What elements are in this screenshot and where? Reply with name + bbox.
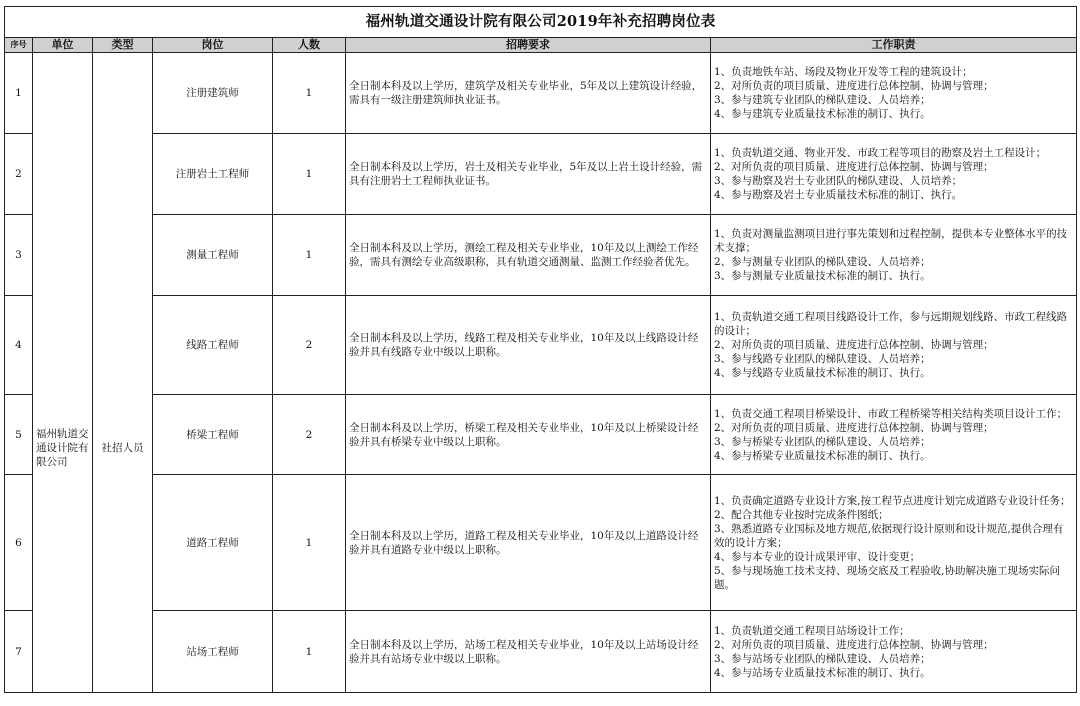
table-row <box>5 134 1077 215</box>
row-seq: 1 <box>5 53 33 134</box>
duty-item: 3、参与桥梁专业团队的梯队建设、人员培养； <box>714 435 931 448</box>
duty-item: 1、负责交通工程项目桥梁设计、市政工程桥梁等相关结构类项目设计工作； <box>714 407 1068 420</box>
row-duties <box>711 475 1077 611</box>
row-seq: 6 <box>5 475 33 611</box>
header-requirements: 招聘要求 <box>346 38 711 53</box>
header-duties: 工作职责 <box>711 38 1077 53</box>
row-position: 测量工程师 <box>153 215 273 296</box>
row-count: 1 <box>273 611 346 693</box>
duty-item: 4、参与勘察及岩土专业质量技术标准的制订、执行。 <box>714 189 963 201</box>
header-unit: 单位 <box>33 38 93 53</box>
table-row <box>5 296 1077 395</box>
unit-cell <box>33 53 93 693</box>
row-count: 1 <box>273 53 346 134</box>
row-requirements: 全日制本科及以上学历，道路工程及相关专业毕业，10年及以上道路设计经验并具有道路专业中级以上职称。 <box>346 475 711 611</box>
unit-name: 福州轨道交通设计院有限公司 <box>36 427 89 468</box>
row-position: 线路工程师 <box>153 296 273 395</box>
header-type: 类型 <box>93 38 153 53</box>
row-position: 站场工程师 <box>153 611 273 693</box>
row-duties <box>711 215 1077 296</box>
duty-item: 3、参与建筑专业团队的梯队建设、人员培养； <box>714 94 931 106</box>
duty-item: 3、参与线路专业团队的梯队建设、人员培养； <box>714 353 931 365</box>
row-position: 注册岩土工程师 <box>153 134 273 215</box>
duty-item: 3、参与测量专业质量技术标准的制订、执行。 <box>714 270 931 282</box>
row-duties <box>711 296 1077 395</box>
duty-item: 2、对所负责的项目质量、进度进行总体控制、协调与管理； <box>714 161 994 173</box>
row-duties <box>711 395 1077 475</box>
row-duties <box>711 53 1077 134</box>
row-duties <box>711 134 1077 215</box>
row-count: 1 <box>273 134 346 215</box>
duty-item: 2、对所负责的项目质量、进度进行总体控制、协调与管理； <box>714 638 994 651</box>
duty-item: 1、负责轨道交通工程项目线路设计工作，参与远期规划线路、市政工程线路的设计； <box>714 311 1068 337</box>
table-row <box>5 215 1077 296</box>
row-requirements: 全日制本科及以上学历，测绘工程及相关专业毕业，10年及以上测绘工作经验，需具有测绘专业高级职称，具有轨道交通测量、监测工作经验者优先。 <box>346 215 711 296</box>
duty-item: 1、负责确定道路专业设计方案,按工程节点进度计划完成道路专业设计任务； <box>714 494 1071 507</box>
duty-item: 2、对所负责的项目质量、进度进行总体控制、协调与管理； <box>714 80 994 92</box>
duty-item: 4、参与站场专业质量技术标准的制订、执行。 <box>714 666 931 679</box>
row-position: 桥梁工程师 <box>153 395 273 475</box>
row-count: 1 <box>273 475 346 611</box>
row-count: 2 <box>273 296 346 395</box>
duty-item: 2、参与测量专业团队的梯队建设、人员培养； <box>714 256 931 268</box>
row-seq: 3 <box>5 215 33 296</box>
row-seq: 5 <box>5 395 33 475</box>
row-position: 注册建筑师 <box>153 53 273 134</box>
duty-item: 2、对所负责的项目质量、进度进行总体控制、协调与管理； <box>714 339 994 351</box>
row-position: 道路工程师 <box>153 475 273 611</box>
duty-item: 4、参与建筑专业质量技术标准的制订、执行。 <box>714 108 931 120</box>
duty-item: 1、负责对测量监测项目进行事先策划和过程控制，提供本专业整体水平的技术支撑； <box>714 228 1068 254</box>
duty-item: 2、对所负责的项目质量、进度进行总体控制、协调与管理； <box>714 421 994 434</box>
duty-item: 3、参与站场专业团队的梯队建设、人员培养； <box>714 652 931 665</box>
table-row <box>5 475 1077 611</box>
duty-item: 3、参与勘察及岩土专业团队的梯队建设、人员培养； <box>714 175 963 187</box>
table-row <box>5 395 1077 475</box>
row-requirements: 全日制本科及以上学历，建筑学及相关专业毕业，5年及以上建筑设计经验，需具有一级注册建筑师执业证书。 <box>346 53 711 134</box>
duty-item: 3、熟悉道路专业国标及地方规范,依据现行设计原则和设计规范,提供合理有效的设计方案； <box>714 522 1064 549</box>
row-requirements: 全日制本科及以上学历，站场工程及相关专业毕业，10年及以上站场设计经验并具有站场专业中级以上职称。 <box>346 611 711 693</box>
duty-item: 4、参与本专业的设计成果评审、设计变更； <box>714 550 921 563</box>
table-row <box>5 53 1077 134</box>
header-position: 岗位 <box>153 38 273 53</box>
row-requirements: 全日制本科及以上学历，岩土及相关专业毕业，5年及以上岩土设计经验，需具有注册岩土工程师执业证书。 <box>346 134 711 215</box>
row-requirements: 全日制本科及以上学历，线路工程及相关专业毕业，10年及以上线路设计经验并具有线路专业中级以上职称。 <box>346 296 711 395</box>
duty-item: 4、参与线路专业质量技术标准的制订、执行。 <box>714 367 931 379</box>
row-count: 2 <box>273 395 346 475</box>
duty-item: 4、参与桥梁专业质量技术标准的制订、执行。 <box>714 449 931 462</box>
duty-item: 1、负责轨道交通、物业开发、市政工程等项目的勘察及岩土工程设计； <box>714 147 1047 159</box>
row-seq: 2 <box>5 134 33 215</box>
header-seq: 序号 <box>5 38 33 53</box>
duty-item: 5、参与现场施工技术支持、现场交底及工程验收,协助解决施工现场实际问题。 <box>714 564 1061 591</box>
recruitment-sheet <box>4 6 1076 693</box>
row-duties <box>711 611 1077 693</box>
row-count: 1 <box>273 215 346 296</box>
recruitment-table <box>4 6 1077 693</box>
table-row <box>5 611 1077 693</box>
row-seq: 4 <box>5 296 33 395</box>
duty-item: 1、负责轨道交通工程项目站场设计工作； <box>714 624 910 637</box>
header-count: 人数 <box>273 38 346 53</box>
table-title: 福州轨道交通设计院有限公司2019年补充招聘岗位表 <box>5 7 1077 38</box>
type-name: 社招人员 <box>101 441 144 454</box>
type-cell <box>93 53 153 693</box>
row-requirements: 全日制本科及以上学历，桥梁工程及相关专业毕业，10年及以上桥梁设计经验并具有桥梁专业中级以上职称。 <box>346 395 711 475</box>
header-row <box>5 38 1077 53</box>
row-seq: 7 <box>5 611 33 693</box>
duty-item: 1、负责地铁车站、场段及物业开发等工程的建筑设计； <box>714 66 973 78</box>
duty-item: 2、配合其他专业按时完成条件图纸； <box>714 508 889 521</box>
